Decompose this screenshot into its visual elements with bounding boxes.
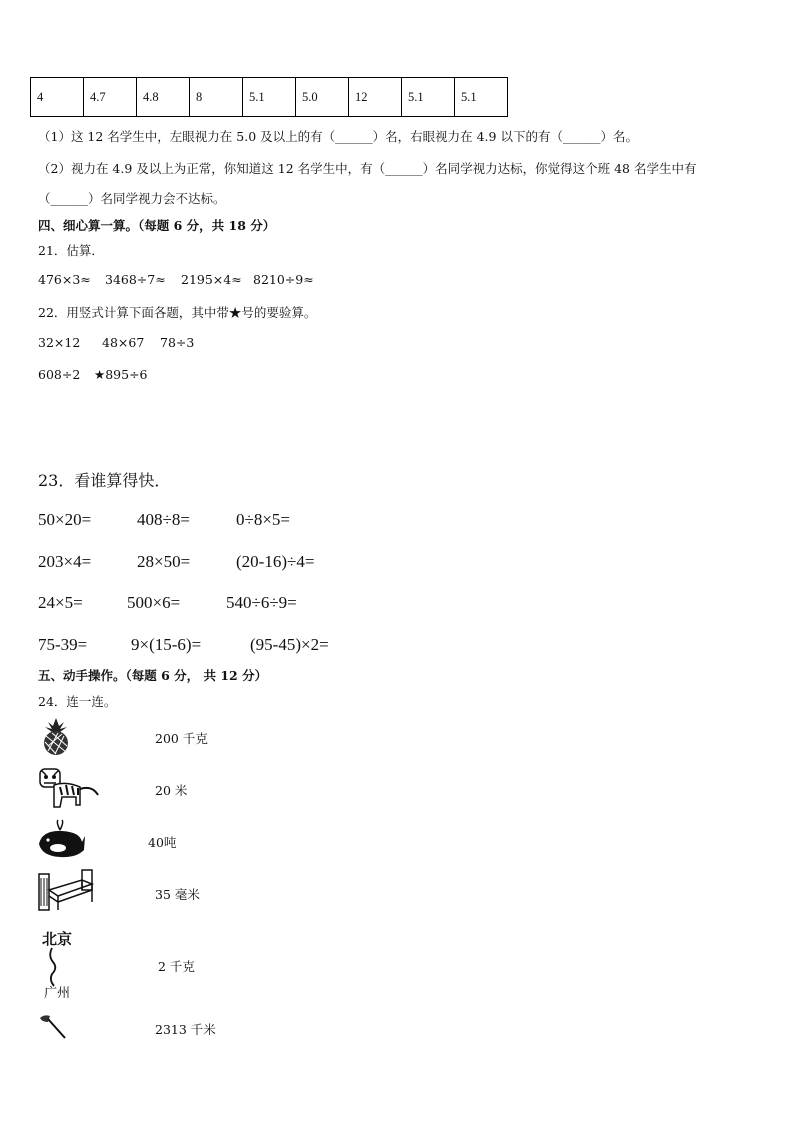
vision-table [30, 77, 508, 117]
q23-cell: (95-45)×2= [250, 635, 329, 654]
map-label-guangzhou: 广州 [44, 986, 71, 1001]
section4-heading: 四、细心算一算。（每题 6 分，共 18 分） [38, 218, 276, 233]
q22-title: 22．用竖式计算下面各题，其中带★号的要验算。 [38, 305, 317, 320]
q23-cell: 50×20= [38, 510, 92, 529]
q23-cell: 28×50= [137, 552, 191, 571]
table-cell: 4.8 [137, 78, 190, 117]
table-cell: 5.1 [243, 78, 296, 117]
table-cell: 5.0 [296, 78, 349, 117]
map-route-icon [40, 928, 90, 1002]
q23-cell: 500×6= [127, 593, 181, 612]
table-cell: 5.1 [402, 78, 455, 117]
section5-heading: 五、动手操作。（每题 6 分， 共 12 分） [38, 668, 268, 683]
table-cell: 4 [31, 78, 84, 117]
table-row [31, 78, 508, 117]
q22-item: 32×12 [38, 335, 81, 350]
q21-item: 476×3≈ [38, 272, 91, 287]
q20-line1: （1）这 12 名学生中，左眼视力在 5.0 及以上的有（______）名，右眼视力在 4.9 以下的有（______）名。 [38, 129, 638, 144]
q22-item: 48×67 [102, 335, 145, 350]
table-cell: 12 [349, 78, 402, 117]
match-label: 20 米 [155, 783, 188, 798]
q23-title: 23．看谁算得快． [38, 471, 171, 490]
q23-cell: 9×(15-6)= [131, 635, 202, 654]
q23-cell: 75-39= [38, 635, 88, 654]
tiger-icon [36, 765, 102, 813]
q22-item: ★895÷6 [94, 367, 148, 382]
match-label: 200 千克 [155, 731, 208, 746]
q21-item: 3468÷7≈ [105, 272, 166, 287]
whale-icon [36, 818, 86, 860]
bed-icon [36, 866, 94, 912]
table-cell: 5.1 [455, 78, 508, 117]
q20-line2: （2）视力在 4.9 及以上为正常，你知道这 12 名学生中，有（______）名同学视力达标，你觉得这个班 48 名学生中有 [38, 161, 697, 176]
match-label: 2313 千米 [155, 1022, 216, 1037]
q21-item: 2195×4≈ [181, 272, 242, 287]
match-label: 40吨 [148, 835, 177, 850]
q21-item: 8210÷9≈ [253, 272, 314, 287]
q21-title: 21．估算． [38, 243, 104, 258]
q23-cell: 203×4= [38, 552, 92, 571]
q22-item: 78÷3 [160, 335, 195, 350]
q23-cell: 540÷6÷9= [226, 593, 297, 612]
q24-title: 24．连一连。 [38, 694, 117, 709]
match-label: 35 毫米 [155, 887, 200, 902]
q20-line3: （______）名同学视力会不达标。 [38, 191, 226, 206]
q23-cell: 0÷8×5= [236, 510, 291, 529]
table-cell: 8 [190, 78, 243, 117]
table-cell: 4.7 [84, 78, 137, 117]
thumbtack-icon [38, 1012, 68, 1042]
pineapple-icon [36, 716, 76, 756]
map-label-beijing: 北京 [42, 930, 73, 948]
q23-cell: (20-16)÷4= [236, 552, 315, 571]
q23-cell: 408÷8= [137, 510, 190, 529]
match-label: 2 千克 [158, 959, 195, 974]
q22-item: 608÷2 [38, 367, 81, 382]
q23-cell: 24×5= [38, 593, 83, 612]
